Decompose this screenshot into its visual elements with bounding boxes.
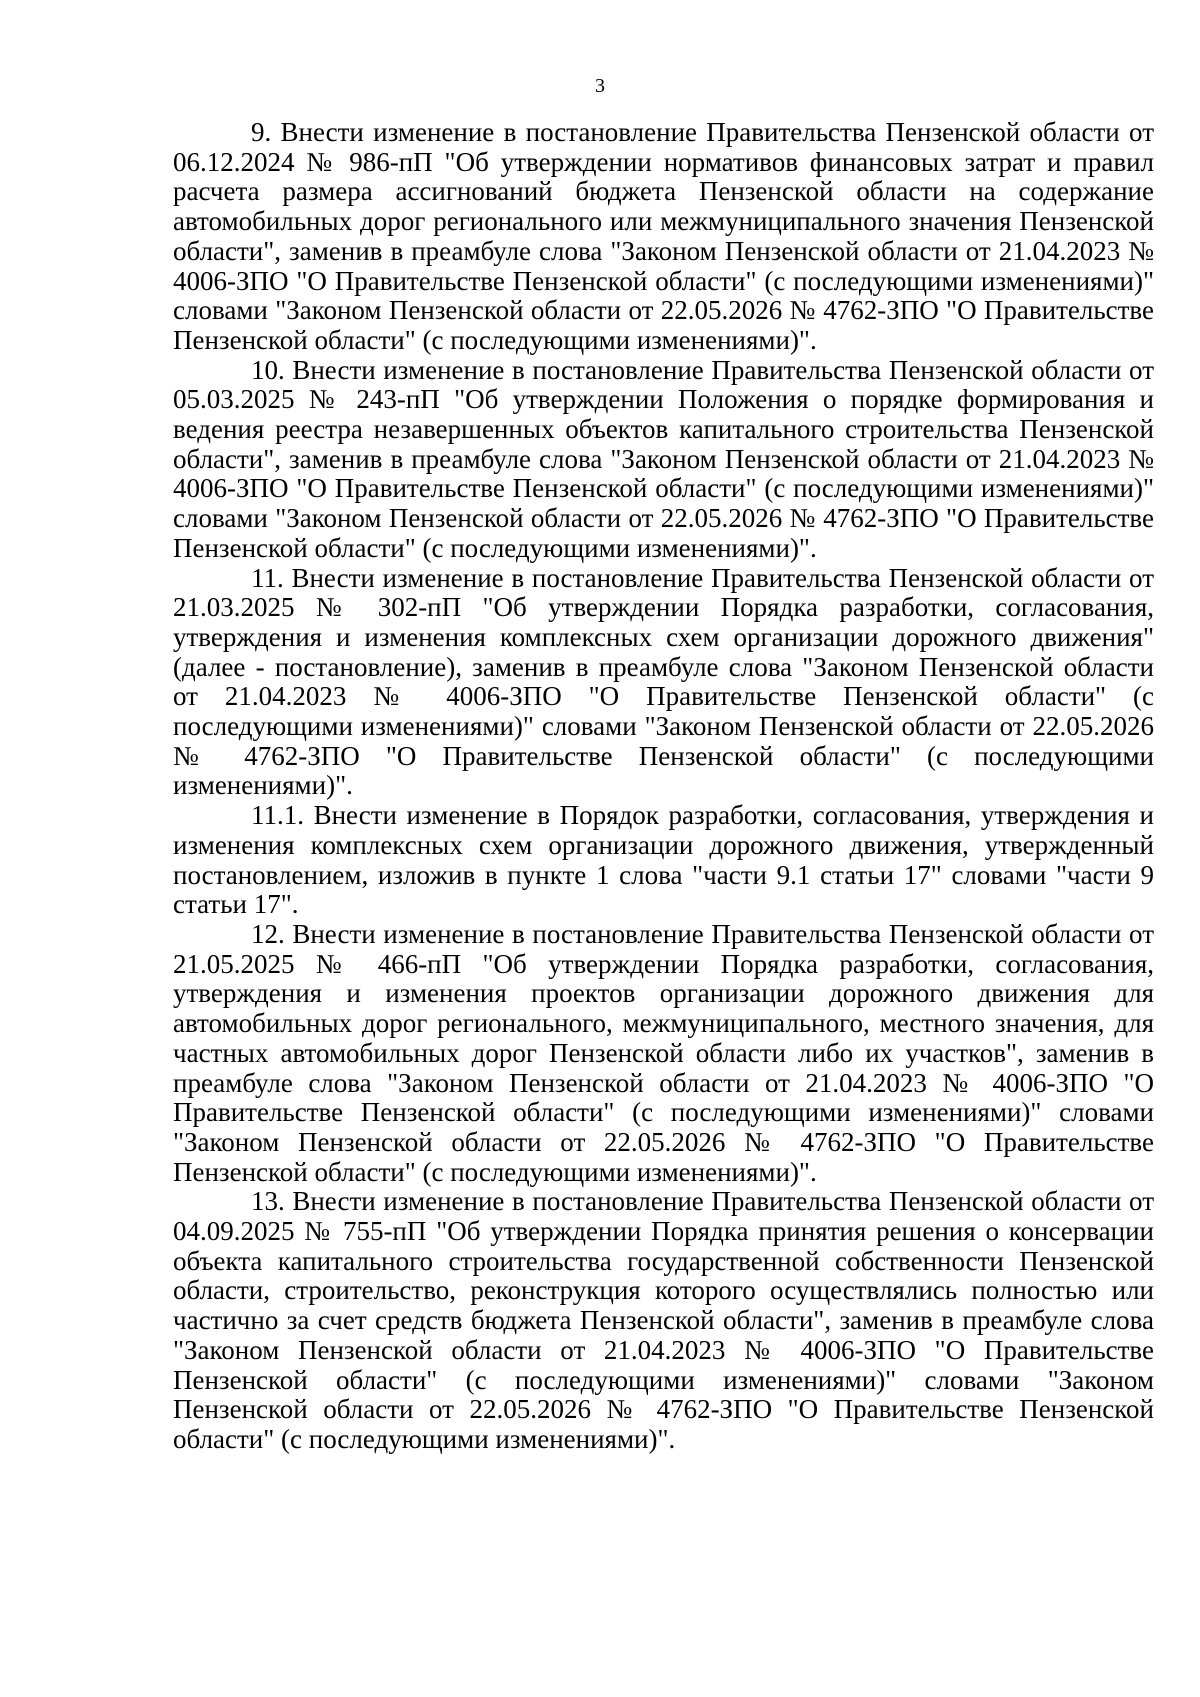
- paragraph-11: 11. Внести изменение в постановление Правительства Пензенской области от 21.03.2025 № 302-пП "Об утверждении Порядка разработки, согласования, утверждения и изменения комплексных схем организации дорожного движения" (далее - постановление), заменив в преамбуле слова "Законом Пензенской области от 21.04.2023 № 4006-ЗПО "О Правительстве Пензенской области" (с последующими изменениями)" словами "Законом Пензенской области от 22.05.2026 № 4762-ЗПО "О Правительстве Пензенской области" (с последующими изменениями)".: [173, 562, 1154, 801]
- paragraph-13: 13. Внести изменение в постановление Правительства Пензенской области от 04.09.2025 № 755-пП "Об утверждении Порядка принятия решения о консервации объекта капитального строительства государственной собственности Пензенской области, строительство, реконструкция которого осуществлялись полностью или частично за счет средств бюджета Пензенской области", заменив в преамбуле слова "Законом Пензенской области от 21.04.2023 № 4006-ЗПО "О Правительстве Пензенской области" (с последующими изменениями)" словами "Законом Пензенской области от 22.05.2026 № 4762-ЗПО "О Правительстве Пензенской области" (с последующими изменениями)".: [173, 1186, 1154, 1454]
- page-number: 3: [595, 75, 605, 97]
- paragraph-10: 10. Внести изменение в постановление Правительства Пензенской области от 05.03.2025 № 243-пП "Об утверждении Положения о порядке формирования и ведения реестра незавершенных объектов капитального строительства Пензенской области", заменив в преамбуле слова "Законом Пензенской области от 21.04.2023 № 4006-ЗПО "О Правительстве Пензенской области" (с последующими изменениями)" словами "Законом Пензенской области от 22.05.2026 № 4762-ЗПО "О Правительстве Пензенской области" (с последующими изменениями)".: [173, 354, 1154, 563]
- paragraph-11-1: 11.1. Внести изменение в Порядок разработки, согласования, утверждения и изменения комплексных схем организации дорожного движения, утвержденный постановлением, изложив в пункте 1 слова "части 9.1 статьи 17" словами "части 9 статьи 17".: [173, 800, 1154, 920]
- paragraph-9: 9. Внести изменение в постановление Правительства Пензенской области от 06.12.2024 № 986-пП "Об утверждении нормативов финансовых затрат и правил расчета размера ассигнований бюджета Пензенской области на содержание автомобильных дорог регионального или межмуниципального значения Пензенской области", заменив в преамбуле слова "Законом Пензенской области от 21.04.2023 № 4006-ЗПО "О Правительстве Пензенской области" (с последующими изменениями)" словами "Законом Пензенской области от 22.05.2026 № 4762-ЗПО "О Правительстве Пензенской области" (с последующими изменениями)".: [173, 117, 1154, 355]
- paragraph-12: 12. Внести изменение в постановление Правительства Пензенской области от 21.05.2025 № 466-пП "Об утверждении Порядка разработки, согласования, утверждения и изменения проектов организации дорожного движения для автомобильных дорог регионального, межмуниципального, местного значения, для частных автомобильных дорог Пензенской области либо их участков", заменив в преамбуле слова "Законом Пензенской области от 21.04.2023 № 4006-ЗПО "О Правительстве Пензенской области" (с последующими изменениями)" словами "Законом Пензенской области от 22.05.2026 № 4762-ЗПО "О Правительстве Пензенской области" (с последующими изменениями)".: [173, 918, 1154, 1187]
- document-body: [173, 118, 1154, 1455]
